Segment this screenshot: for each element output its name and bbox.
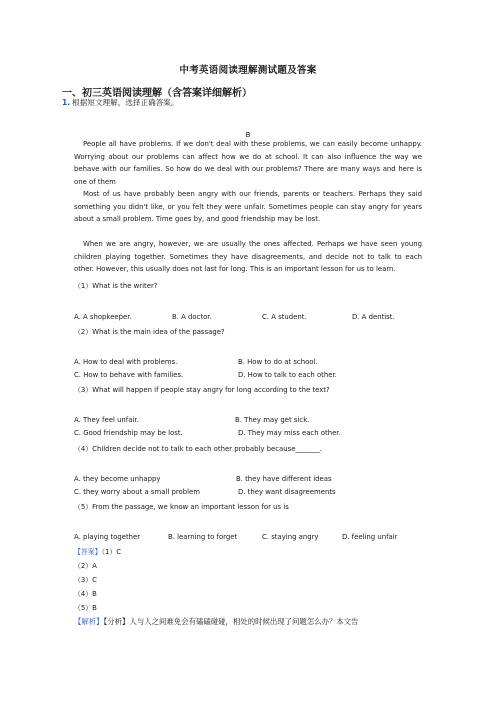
passage-paragraph-2: Most of us have probably been angry with our friends, parents or teachers. Perhaps they said something you didn't like, or you felt they were unfair. Sometimes people can stay angry for years about a small problem. Time goes by, and good friendship may be lost. (74, 190, 422, 223)
question-5-stem: （5）From the passage, we know an important lesson for us is (74, 503, 289, 511)
question-1-stem: （1）What is the writer? (74, 282, 158, 290)
analysis-line (74, 616, 359, 627)
question-2-stem: （2）What is the main idea of the passage? (74, 328, 225, 336)
question-1-option-d: D. A dentist. (352, 313, 395, 321)
answer-1: （1）C (101, 548, 122, 556)
question-2-option-a: A. How to deal with problems. (74, 358, 178, 366)
question-3-option-d: D. They may miss each other. (238, 429, 341, 437)
answer-3: （3）C (74, 576, 97, 584)
passage-letter: B (245, 131, 251, 139)
question-3-stem: （3）What will happen if people stay angry for long according to the text? (74, 386, 330, 394)
question-4-option-c: C. they worry about a small problem (74, 488, 200, 496)
answer-line-1 (74, 546, 121, 556)
question-4-stem: （4）Children decide not to talk to each other probably because_______. (74, 445, 322, 453)
question-1-option-c: C. A student. (262, 313, 307, 321)
question-5-option-d: D. feeling unfair (342, 533, 398, 541)
question-1-option-b: B. A doctor. (172, 313, 212, 321)
question-2-option-c: C. How to behave with families. (74, 371, 184, 379)
answer-label: 【答案】 (74, 548, 102, 556)
question-5-option-b: B. learning to forget (168, 533, 238, 541)
section-heading: 一、初三英语阅读理解（含答案详细解析） (62, 88, 252, 99)
question-4-option-d: D. they want disagreements (238, 488, 336, 496)
question-instruction (62, 97, 179, 108)
answer-4: （4）B (74, 590, 97, 598)
question-4-option-a: A. they become unhappy (74, 475, 161, 483)
question-3-option-b: B. They may get sick. (235, 416, 310, 424)
question-3-option-a: A. They feel unfair. (74, 416, 139, 424)
question-3-option-c: C. Good friendship may be lost. (74, 429, 183, 437)
question-number: 1. (62, 98, 71, 107)
question-4-option-b: B. they have different ideas (236, 475, 332, 483)
passage-paragraph-3: When we are angry, however, we are usually the ones affected. Perhaps we have seen young children playing together. Sometimes they have disagreements, and decide not to talk to each other. However, this usually does not last for long. This is an important lesson for us to learn. (74, 240, 422, 273)
question-5-option-c: C. staying angry (262, 533, 319, 541)
question-2-option-b: B. How to do at school. (238, 358, 318, 366)
answer-2: （2）A (74, 562, 97, 570)
answer-5: （5）B (74, 604, 97, 612)
passage-paragraph-1: People all have problems. If we don't deal with these problems, we can easily become unhappy. Worrying about our problems can affect how we do at school. It can also influence the way we behave with our families. So how do we deal with our problems? There are many ways and here is one of them (74, 140, 422, 186)
document-title: 中考英语阅读理解测试题及答案 (179, 65, 317, 76)
analysis-text: 【分析】人与人之间难免会有磕磕碰碰，相处的时候出现了问题怎么办？本文告 (103, 617, 359, 626)
analysis-label: 【解析】 (74, 617, 104, 626)
question-5-option-a: A. playing together (74, 533, 141, 541)
instruction-text: 根据短文理解，选择正确答案。 (72, 98, 179, 107)
question-1-option-a: A. A shopkeeper. (74, 313, 132, 321)
question-2-option-d: D. How to talk to each other. (238, 371, 337, 379)
